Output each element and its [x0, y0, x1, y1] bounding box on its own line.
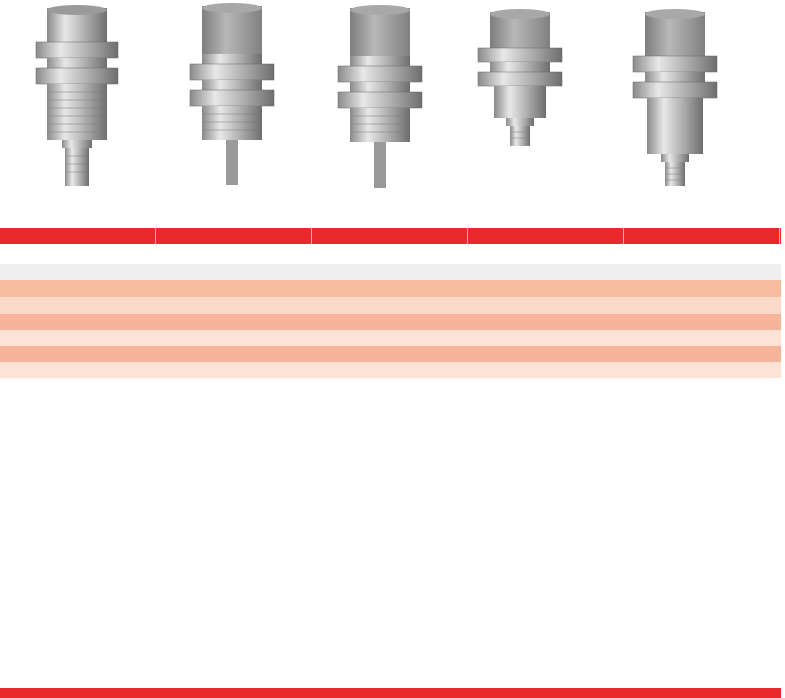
- sensor-nonflush-cable-icon: [182, 0, 282, 190]
- model-row-nc: [0, 297, 781, 314]
- sensor-nonflush-cable-icon: [330, 0, 430, 190]
- blank-row: [0, 330, 781, 346]
- sensor-flush-connector-icon: [22, 0, 132, 190]
- section-header-row: [0, 228, 781, 244]
- blank-row: [0, 212, 781, 228]
- footer-bar: [0, 688, 781, 698]
- spec-table: [0, 212, 781, 378]
- blank-row: [0, 248, 781, 264]
- blank-row: [0, 362, 781, 378]
- blank-row: [0, 314, 781, 330]
- product-images: [0, 0, 785, 210]
- model-row-no: [0, 280, 781, 297]
- sensor-nonflush-connector-icon: [625, 0, 725, 190]
- sensor-nonflush-connector-icon: [470, 0, 570, 160]
- blank-row: [0, 264, 781, 280]
- blank-row: [0, 346, 781, 362]
